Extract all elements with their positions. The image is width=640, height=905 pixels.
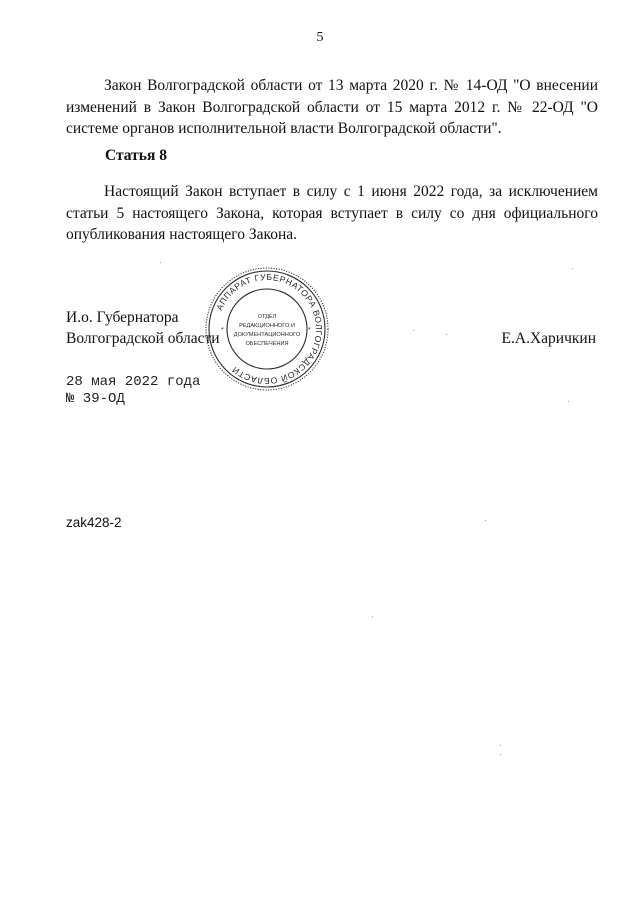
scan-speck — [572, 268, 573, 269]
official-stamp — [204, 266, 330, 392]
article-text-paragraph: Настоящий Закон вступает в силу с 1 июня 2022 года, за исключением статьи 5 настоящего Закона, которая вступает в силу со дня официального опубликования настоящего Закона. — [66, 183, 598, 243]
signatory-title-line1: И.о. Губернатора — [66, 309, 179, 326]
typed-registration — [66, 374, 200, 408]
stamp-center-line-3: ДОКУМЕНТАЦИОННОГО — [233, 332, 301, 338]
svg-text:*: * — [308, 327, 311, 334]
scan-speck — [372, 616, 373, 617]
scan-speck — [160, 262, 161, 263]
stamp-center-line-4: ОБЕСПЕЧЕНИЯ — [245, 341, 289, 347]
document-code: zak428-2 — [66, 515, 122, 530]
signatory-name: Е.А.Харичкин — [501, 330, 596, 347]
scan-speck — [485, 520, 486, 521]
svg-text:*: * — [221, 327, 224, 334]
scan-speck — [413, 330, 414, 331]
law-reference-paragraph: Закон Волгоградской области от 13 марта 2020 г. № 14-ОД "О внесении изменений в Закон Волгоградской области от 15 марта 2012 г. № 22-ОД "О системе органов исполнительной власти Волгоградской области". — [66, 77, 598, 137]
article-heading: Статья 8 — [105, 147, 167, 164]
stamp-outer-text: АППАРАТ ГУБЕРНАТОРА ВОЛГОГРАДСКОЙ ОБЛАСТИ — [214, 271, 325, 387]
scan-speck — [568, 401, 569, 402]
registration-number: № 39-ОД — [66, 391, 125, 407]
stamp-center-line-2: РЕДАКЦИОННОГО И — [239, 323, 295, 329]
stamp-center-line-1: ОТДЕЛ — [257, 314, 277, 320]
signatory-title-line2: Волгоградской области — [66, 330, 220, 347]
scan-speck — [500, 745, 501, 746]
scan-speck — [500, 754, 501, 755]
page-number: 5 — [316, 30, 324, 45]
scan-speck — [446, 334, 447, 335]
registration-date: 28 мая 2022 года — [66, 374, 201, 390]
